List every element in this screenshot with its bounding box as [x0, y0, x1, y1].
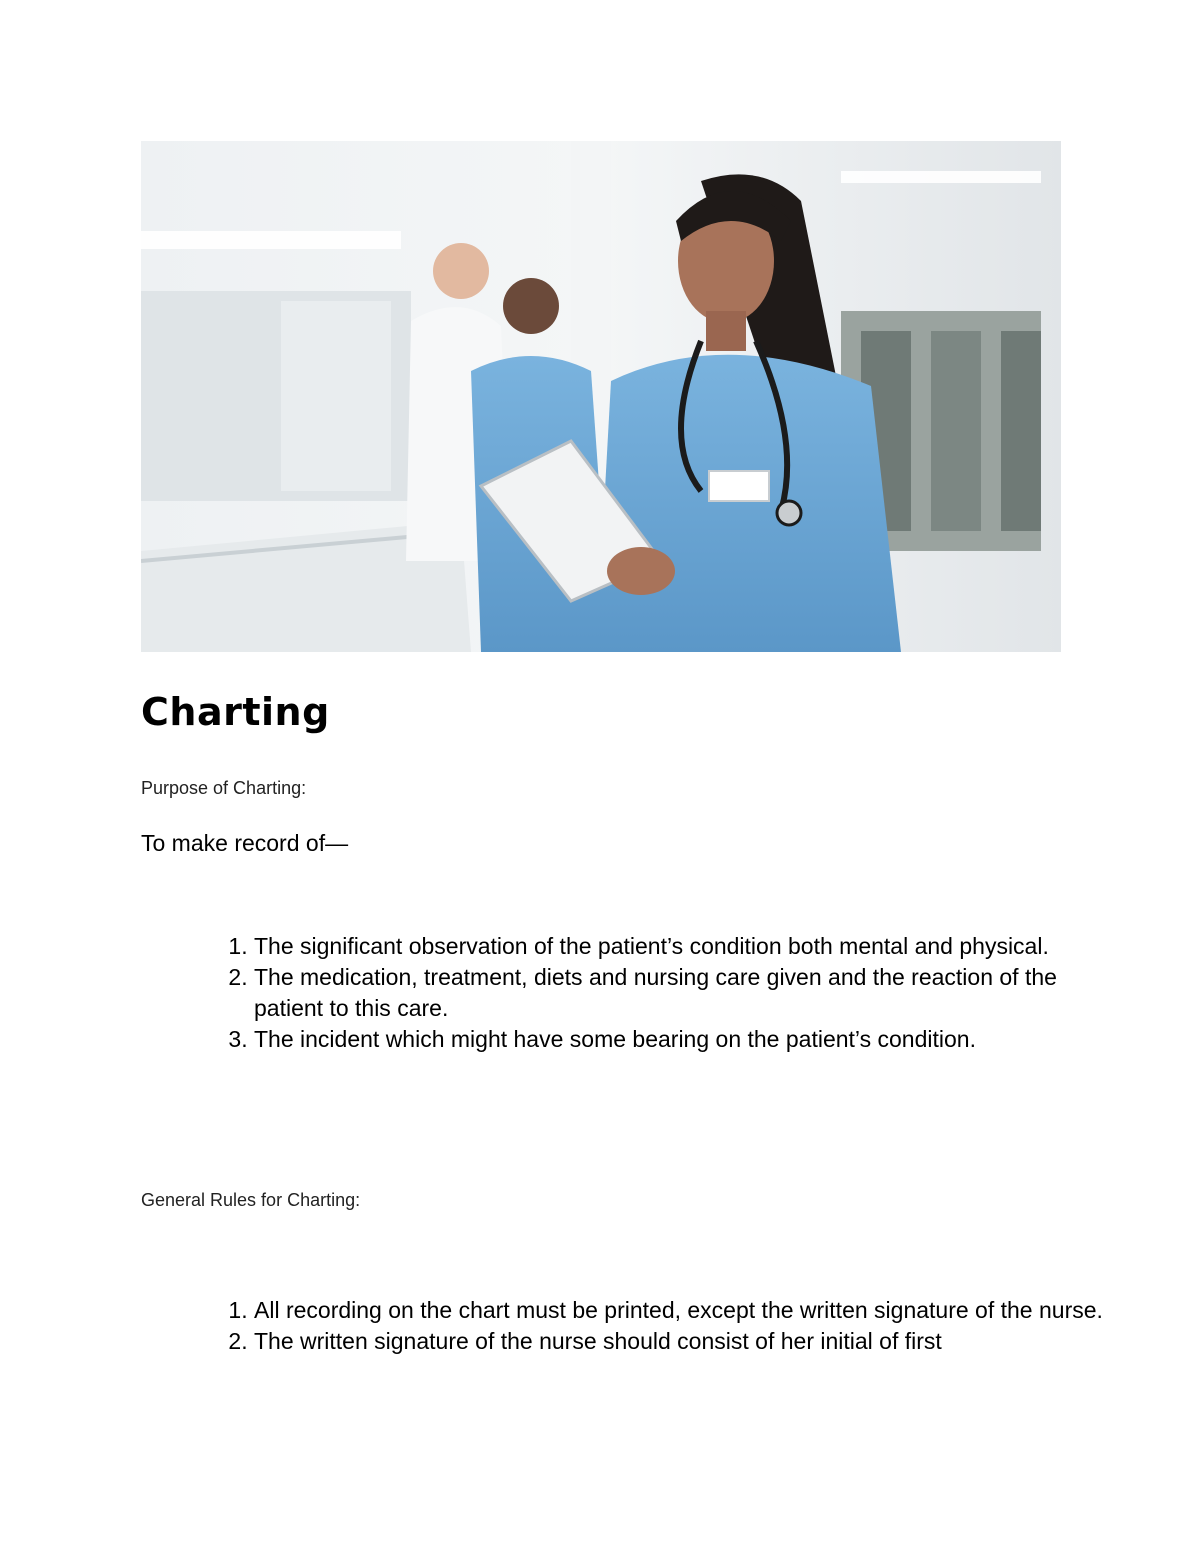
- list-item: 1. The significant observation of the patient’s condition both mental and physical.: [254, 931, 1104, 962]
- list-item: 1. All recording on the chart must be printed, except the written signature of the nurse.: [254, 1295, 1104, 1326]
- list-item: 2. The medication, treatment, diets and nursing care given and the reaction of the patient to this care.: [254, 962, 1104, 1024]
- nurse-with-tablet-photo: [141, 141, 1061, 652]
- rules-list: [218, 1295, 1104, 1357]
- page-title: Charting: [141, 690, 330, 734]
- purpose-lead: To make record of—: [141, 830, 349, 856]
- hero-photo: [141, 141, 1061, 652]
- purpose-label: Purpose of Charting:: [141, 778, 307, 798]
- purpose-list: [218, 931, 1104, 1055]
- list-item: 3. The incident which might have some bearing on the patient’s condition.: [254, 1024, 1104, 1055]
- list-item: 2. The written signature of the nurse should consist of her initial of first: [254, 1326, 1104, 1357]
- rules-label: General Rules for Charting:: [141, 1190, 361, 1210]
